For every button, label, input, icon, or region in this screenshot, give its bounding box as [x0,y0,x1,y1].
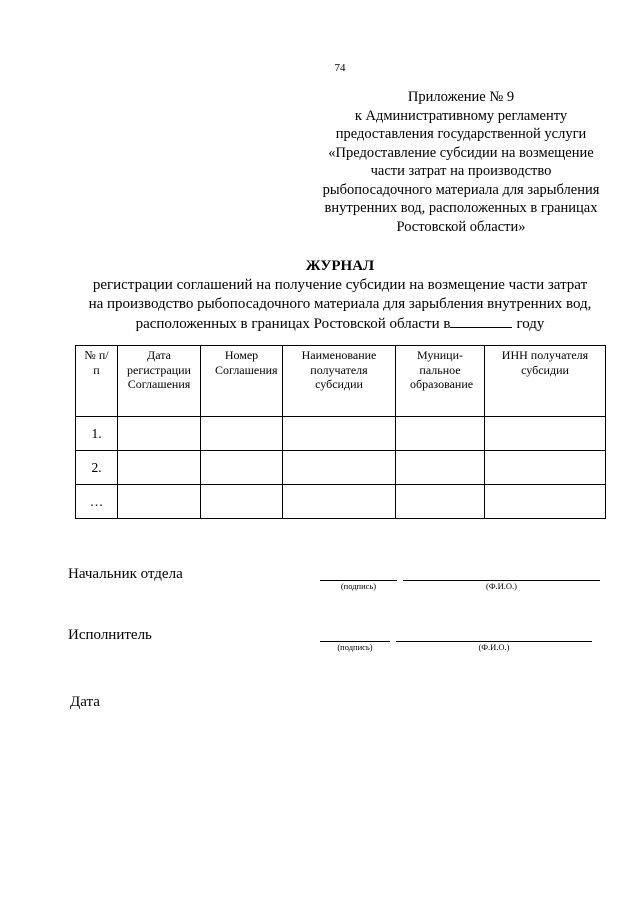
table-cell[interactable] [118,485,201,519]
appendix-line: «Предоставление субсидии на возмещение [328,144,594,161]
row-number-cell: 1. [76,417,118,451]
row-number-cell: 2. [76,451,118,485]
document-subtitle [0,276,640,334]
table-cell[interactable] [485,485,606,519]
table-cell[interactable] [201,485,283,519]
appendix-line: части затрат на производство [370,163,552,179]
header-number: № п/п [76,346,118,417]
table-row [76,451,606,485]
table-cell[interactable] [283,485,396,519]
table-cell[interactable] [118,451,201,485]
header-municipality: Муници-пальное образование [396,346,485,417]
subtitle-line: на производство рыбопосадочного материала для зарыбления внутренних вод, [88,295,592,312]
document-title: ЖУРНАЛ [305,258,375,274]
table-row [76,417,606,451]
year-blank-field [450,313,512,328]
table-cell[interactable] [201,417,283,451]
subtitle-line-last [0,313,640,334]
row-number-cell: … [76,485,118,519]
table-cell[interactable] [396,485,485,519]
table-cell[interactable] [396,417,485,451]
table-cell[interactable] [283,417,396,451]
appendix-line: Ростовской области» [396,218,526,235]
header-recipient-name: Наименование получателя субсидии [283,346,396,417]
journal-table [75,345,606,519]
head-signature-hint: (подпись) [340,581,377,591]
table-cell[interactable] [396,451,485,485]
table-cell[interactable] [118,417,201,451]
date-label: Дата [70,694,100,710]
subtitle-suffix: году [516,316,545,332]
executor-label: Исполнитель [68,627,152,643]
head-name-hint: (Ф.И.О.) [485,581,518,591]
table-cell[interactable] [485,417,606,451]
table-cell[interactable] [283,451,396,485]
table-cell[interactable] [201,451,283,485]
appendix-line: к Административному регламенту [354,107,568,124]
subtitle-line: регистрации соглашений на получение субсидии на возмещение части затрат [92,277,588,293]
appendix-line: Приложение № 9 [407,89,515,105]
header-registration-date: Дата регистрации Соглашения [118,346,201,417]
header-recipient-inn: ИНН получателя субсидии [485,346,606,417]
executor-name-hint: (Ф.И.О.) [478,642,510,652]
executor-signature-hint: (подпись) [337,642,373,652]
subtitle-prefix: расположенных в границах Ростовской области в [135,316,451,332]
head-of-department-label: Начальник отдела [68,566,183,582]
table-row [76,485,606,519]
appendix-line: рыбопосадочного материала для зарыбления [322,181,600,198]
table-header-row [76,346,606,417]
page-number: 74 [334,62,346,74]
appendix-header [300,88,622,236]
appendix-line: внутренних вод, расположенных в границах [324,200,598,216]
table-cell[interactable] [485,451,606,485]
header-agreement-number: Номер Соглашения [201,346,283,417]
appendix-line: предоставления государственной услуги [335,126,587,142]
